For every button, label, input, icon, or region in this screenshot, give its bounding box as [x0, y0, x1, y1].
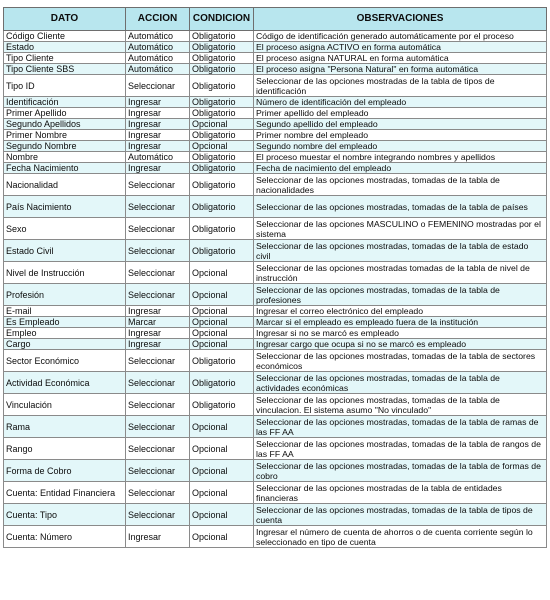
cell-accion: Marcar — [126, 317, 190, 328]
cell-dato: Cuenta: Número — [4, 526, 126, 548]
table-row — [4, 350, 547, 372]
cell-dato: Primer Apellido — [4, 108, 126, 119]
table-body — [4, 31, 547, 548]
cell-accion: Seleccionar — [126, 372, 190, 394]
header-row — [4, 8, 547, 31]
cell-condicion: Obligatorio — [190, 163, 254, 174]
table-row — [4, 416, 547, 438]
cell-observaciones: Seleccionar de las opciones mostradas tomadas de la tabla de nivel de instrucción — [254, 262, 547, 284]
cell-condicion: Obligatorio — [190, 196, 254, 218]
cell-condicion: Obligatorio — [190, 130, 254, 141]
cell-accion: Ingresar — [126, 119, 190, 130]
cell-condicion: Opcional — [190, 119, 254, 130]
cell-observaciones: Seleccionar de las opciones mostradas, tomadas de la tabla de sectores económicos — [254, 350, 547, 372]
cell-condicion: Opcional — [190, 284, 254, 306]
cell-observaciones: Segundo nombre del empleado — [254, 141, 547, 152]
table-row — [4, 141, 547, 152]
cell-condicion: Obligatorio — [190, 53, 254, 64]
table-row — [4, 75, 547, 97]
cell-dato: País Nacimiento — [4, 196, 126, 218]
cell-condicion: Obligatorio — [190, 97, 254, 108]
cell-observaciones: Seleccionar de las opciones mostradas, tomadas de la tabla de vinculacion. El sistema asumo "No vinculado" — [254, 394, 547, 416]
cell-condicion: Opcional — [190, 526, 254, 548]
cell-accion: Seleccionar — [126, 218, 190, 240]
cell-accion: Ingresar — [126, 97, 190, 108]
table-row — [4, 460, 547, 482]
cell-dato: Estado Civil — [4, 240, 126, 262]
cell-accion: Automático — [126, 152, 190, 163]
cell-accion: Ingresar — [126, 526, 190, 548]
cell-observaciones: Código de identificación generado automáticamente por el proceso — [254, 31, 547, 42]
table-row — [4, 317, 547, 328]
cell-dato: Rama — [4, 416, 126, 438]
cell-observaciones: Número de identificación del empleado — [254, 97, 547, 108]
cell-observaciones: Primer apellido del empleado — [254, 108, 547, 119]
table-row — [4, 97, 547, 108]
cell-accion: Ingresar — [126, 306, 190, 317]
cell-accion: Seleccionar — [126, 262, 190, 284]
table-row — [4, 372, 547, 394]
cell-observaciones: Ingresar si no se marcó es empleado — [254, 328, 547, 339]
cell-condicion: Obligatorio — [190, 64, 254, 75]
cell-condicion: Opcional — [190, 482, 254, 504]
cell-dato: Segundo Nombre — [4, 141, 126, 152]
table-row — [4, 64, 547, 75]
cell-observaciones: Fecha de nacimiento del empleado — [254, 163, 547, 174]
cell-condicion: Obligatorio — [190, 350, 254, 372]
field-specification-table — [3, 7, 547, 548]
header-observaciones: OBSERVACIONES — [254, 8, 547, 31]
cell-accion: Seleccionar — [126, 196, 190, 218]
table-row — [4, 482, 547, 504]
table-row — [4, 108, 547, 119]
cell-dato: Estado — [4, 42, 126, 53]
table-row — [4, 196, 547, 218]
cell-accion: Seleccionar — [126, 416, 190, 438]
cell-condicion: Obligatorio — [190, 152, 254, 163]
cell-accion: Ingresar — [126, 339, 190, 350]
table-row — [4, 306, 547, 317]
cell-condicion: Obligatorio — [190, 372, 254, 394]
cell-observaciones: Ingresar cargo que ocupa si no se marcó es empleado — [254, 339, 547, 350]
table-row — [4, 339, 547, 350]
cell-dato: Es Empleado — [4, 317, 126, 328]
table-row — [4, 218, 547, 240]
cell-dato: Nombre — [4, 152, 126, 163]
cell-dato: Rango — [4, 438, 126, 460]
cell-observaciones: Seleccionar de las opciones mostradas de la tabla de tipos de identificación — [254, 75, 547, 97]
cell-observaciones: Seleccionar de las opciones MASCULINO o FEMENINO mostradas por el sistema — [254, 218, 547, 240]
cell-dato: Identificación — [4, 97, 126, 108]
cell-condicion: Obligatorio — [190, 108, 254, 119]
cell-condicion: Obligatorio — [190, 31, 254, 42]
cell-accion: Seleccionar — [126, 482, 190, 504]
cell-accion: Ingresar — [126, 328, 190, 339]
cell-condicion: Obligatorio — [190, 218, 254, 240]
cell-accion: Seleccionar — [126, 438, 190, 460]
table-row — [4, 526, 547, 548]
table-row — [4, 262, 547, 284]
table-row — [4, 438, 547, 460]
cell-observaciones: Ingresar el número de cuenta de ahorros o de cuenta corriente según lo seleccionado en tipo de cuenta — [254, 526, 547, 548]
cell-dato: Cuenta: Tipo — [4, 504, 126, 526]
cell-condicion: Opcional — [190, 504, 254, 526]
cell-dato: Actividad Económica — [4, 372, 126, 394]
cell-condicion: Opcional — [190, 317, 254, 328]
cell-condicion: Opcional — [190, 339, 254, 350]
cell-observaciones: Seleccionar de las opciones mostradas de la tabla de entidades financieras — [254, 482, 547, 504]
cell-dato: Sector Económico — [4, 350, 126, 372]
cell-condicion: Obligatorio — [190, 75, 254, 97]
header-dato: DATO — [4, 8, 126, 31]
cell-condicion: Opcional — [190, 460, 254, 482]
table-row — [4, 504, 547, 526]
cell-dato: Tipo Cliente — [4, 53, 126, 64]
cell-dato: E-mail — [4, 306, 126, 317]
cell-dato: Empleo — [4, 328, 126, 339]
cell-condicion: Obligatorio — [190, 174, 254, 196]
cell-accion: Seleccionar — [126, 504, 190, 526]
cell-accion: Ingresar — [126, 141, 190, 152]
table-row — [4, 119, 547, 130]
table-row — [4, 53, 547, 64]
cell-observaciones: El proceso asigna ACTIVO en forma automática — [254, 42, 547, 53]
header-condicion: CONDICION — [190, 8, 254, 31]
cell-accion: Seleccionar — [126, 284, 190, 306]
table-row — [4, 174, 547, 196]
cell-accion: Ingresar — [126, 130, 190, 141]
cell-dato: Primer Nombre — [4, 130, 126, 141]
cell-observaciones: Seleccionar de las opciones mostradas, tomadas de la tabla de profesiones — [254, 284, 547, 306]
cell-condicion: Obligatorio — [190, 394, 254, 416]
cell-observaciones: Seleccionar de las opciones mostradas, tomadas de la tabla de países — [254, 196, 547, 218]
table-row — [4, 42, 547, 53]
table-row — [4, 284, 547, 306]
cell-observaciones: Marcar si el empleado es empleado fuera de la institución — [254, 317, 547, 328]
cell-accion: Seleccionar — [126, 350, 190, 372]
cell-accion: Ingresar — [126, 163, 190, 174]
cell-observaciones: Seleccionar de las opciones mostradas, tomadas de la tabla de estado civil — [254, 240, 547, 262]
cell-observaciones: Seleccionar de las opciones mostradas, tomadas de la tabla de tipos de cuenta — [254, 504, 547, 526]
cell-dato: Cuenta: Entidad Financiera — [4, 482, 126, 504]
table-row — [4, 152, 547, 163]
cell-accion: Automático — [126, 42, 190, 53]
cell-condicion: Opcional — [190, 416, 254, 438]
cell-accion: Ingresar — [126, 108, 190, 119]
cell-observaciones: El proceso asigna "Persona Natural" en forma automática — [254, 64, 547, 75]
cell-dato: Forma de Cobro — [4, 460, 126, 482]
cell-observaciones: Primer nombre del empleado — [254, 130, 547, 141]
cell-condicion: Opcional — [190, 328, 254, 339]
table-row — [4, 328, 547, 339]
cell-observaciones: Seleccionar de las opciones mostradas, tomadas de la tabla de ramas de las FF AA — [254, 416, 547, 438]
cell-accion: Seleccionar — [126, 240, 190, 262]
cell-condicion: Obligatorio — [190, 42, 254, 53]
table-row — [4, 31, 547, 42]
cell-dato: Fecha Nacimiento — [4, 163, 126, 174]
table-row — [4, 130, 547, 141]
cell-condicion: Obligatorio — [190, 240, 254, 262]
cell-observaciones: Seleccionar de las opciones mostradas, tomadas de la tabla de actividades económicas — [254, 372, 547, 394]
table-row — [4, 394, 547, 416]
cell-observaciones: El proceso muestar el nombre integrando nombres y apellidos — [254, 152, 547, 163]
cell-accion: Automático — [126, 53, 190, 64]
table-row — [4, 163, 547, 174]
cell-observaciones: Seleccionar de las opciones mostradas, tomadas de la tabla de nacionalidades — [254, 174, 547, 196]
cell-dato: Tipo ID — [4, 75, 126, 97]
cell-condicion: Opcional — [190, 262, 254, 284]
cell-dato: Código Cliente — [4, 31, 126, 42]
cell-observaciones: Segundo apellido del empleado — [254, 119, 547, 130]
cell-dato: Cargo — [4, 339, 126, 350]
table-row — [4, 240, 547, 262]
cell-dato: Vinculación — [4, 394, 126, 416]
cell-accion: Automático — [126, 31, 190, 42]
cell-dato: Tipo Cliente SBS — [4, 64, 126, 75]
cell-accion: Seleccionar — [126, 75, 190, 97]
cell-dato: Nacionalidad — [4, 174, 126, 196]
cell-observaciones: El proceso asigna NATURAL en forma automática — [254, 53, 547, 64]
cell-dato: Profesión — [4, 284, 126, 306]
cell-condicion: Opcional — [190, 141, 254, 152]
cell-condicion: Opcional — [190, 306, 254, 317]
cell-condicion: Opcional — [190, 438, 254, 460]
document-page — [3, 7, 547, 548]
cell-accion: Seleccionar — [126, 460, 190, 482]
cell-accion: Seleccionar — [126, 394, 190, 416]
header-accion: ACCION — [126, 8, 190, 31]
cell-dato: Segundo Apellidos — [4, 119, 126, 130]
cell-accion: Automático — [126, 64, 190, 75]
cell-dato: Nivel de Instrucción — [4, 262, 126, 284]
cell-dato: Sexo — [4, 218, 126, 240]
cell-observaciones: Ingresar el correo electrónico del empleado — [254, 306, 547, 317]
cell-accion: Seleccionar — [126, 174, 190, 196]
cell-observaciones: Seleccionar de las opciones mostradas, tomadas de la tabla de rangos de las FF AA — [254, 438, 547, 460]
cell-observaciones: Seleccionar de las opciones mostradas, tomadas de la tabla de formas de cobro — [254, 460, 547, 482]
